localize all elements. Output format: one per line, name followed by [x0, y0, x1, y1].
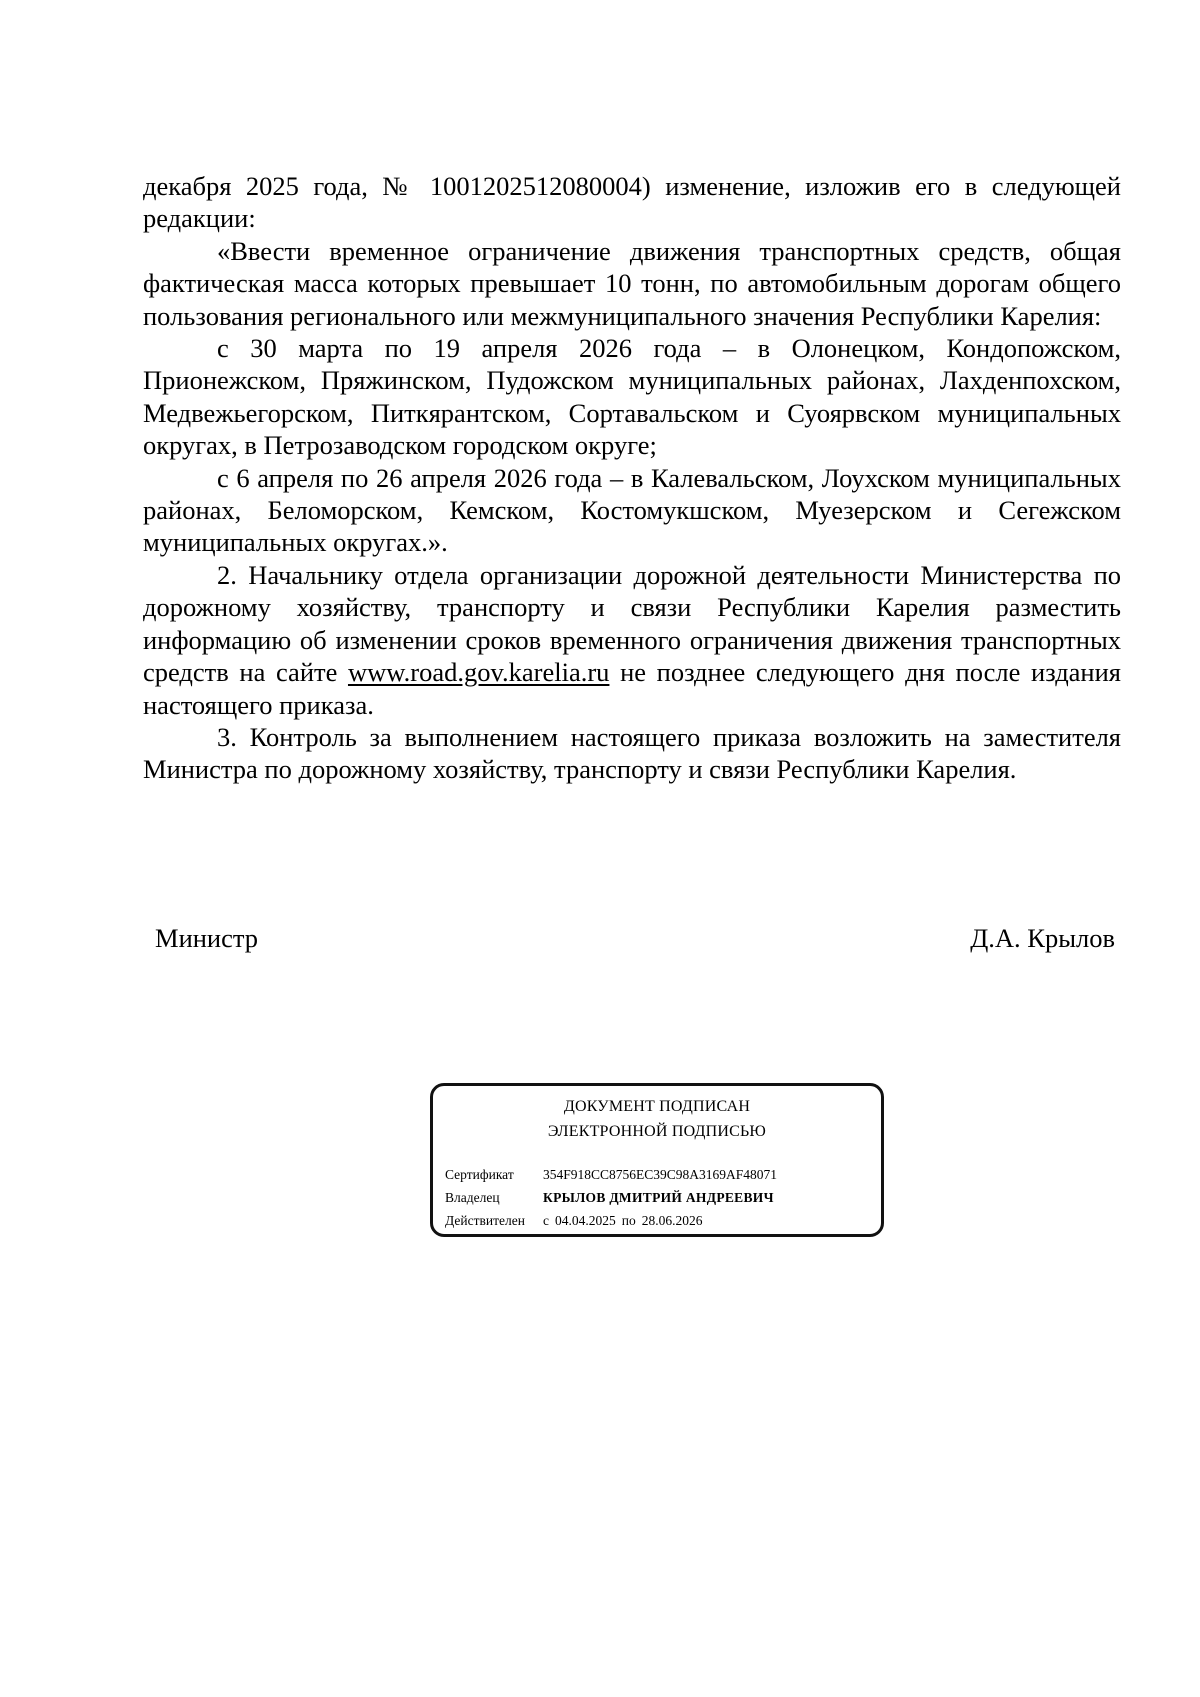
stamp-validity-label: Действителен — [445, 1213, 525, 1228]
paragraph-item-3: 3. Контроль за выполнением настоящего приказа возложить на заместителя Министра по дорожному хозяйству, транспорту и связи Республики Карелия. — [143, 721, 1121, 785]
stamp-owner-value: КРЫЛОВ ДМИТРИЙ АНДРЕЕВИЧ — [543, 1190, 774, 1205]
paragraph-continuation: декабря 2025 года, № 1001202512080004) изменение, изложив его в следующей редакции: — [143, 171, 1121, 234]
paragraph-item-2-text-after: не позднее следующего дня после издания настоящего приказа. — [143, 657, 1121, 720]
document-body — [143, 170, 1121, 786]
stamp-certificate-row — [445, 1167, 777, 1183]
stamp-owner-row — [445, 1190, 774, 1206]
paragraph-quote-intro: «Ввести временное ограничение движения транспортных средств, общая фактическая масса которых превышает 10 тонн, по автомобильным дорогам общего пользования регионального или межмуниципального значения Республики Карелия: — [143, 235, 1121, 331]
paragraph-item-2 — [143, 559, 1121, 721]
stamp-certificate-label: Сертификат — [445, 1167, 514, 1182]
website-link[interactable]: www.road.gov.karelia.ru — [347, 657, 610, 688]
electronic-signature-stamp — [430, 1083, 884, 1237]
stamp-validity-row — [445, 1213, 708, 1229]
stamp-certificate-value: 354F918CC8756EC39C98A3169AF48071 — [543, 1167, 778, 1182]
stamp-heading-line1: ДОКУМЕНТ ПОДПИСАН — [563, 1098, 751, 1115]
stamp-owner-label: Владелец — [445, 1190, 500, 1205]
stamp-valid-from: 04.04.2025 — [555, 1213, 616, 1228]
stamp-valid-to: 28.06.2026 — [641, 1213, 703, 1228]
stamp-valid-from-prefix: с — [543, 1213, 549, 1228]
stamp-valid-to-prefix: по — [621, 1213, 636, 1228]
paragraph-item-2-text-before: 2. Начальнику отдела организации дорожной деятельности Министерства по дорожному хозяйству, транспорту и связи Республики Карелия разместить информацию об изменении сроков временного ограничения движения транспортных средств на сайте — [143, 559, 1121, 688]
stamp-heading-line2: ЭЛЕКТРОННОЙ ПОДПИСЬЮ — [547, 1123, 767, 1140]
paragraph-period-two: с 6 апреля по 26 апреля 2026 года – в Калевальском, Лоухском муниципальных районах, Беломорском, Кемском, Костомукшском, Муезерском и Сегежском муниципальных округах.». — [143, 462, 1121, 558]
signatory-title: Министр — [155, 923, 259, 953]
paragraph-period-one: с 30 марта по 19 апреля 2026 года – в Олонецком, Кондопожском, Прионежском, Пряжинском, Пудожском муниципальных районах, Лахденпохском, Медвежьегорском, Питкярантском, Сортавальском и Суоярвском муниципальных округах, в Петрозаводском городском округе; — [143, 333, 1121, 461]
signatory-name: Д.А. Крылов — [970, 923, 1115, 953]
